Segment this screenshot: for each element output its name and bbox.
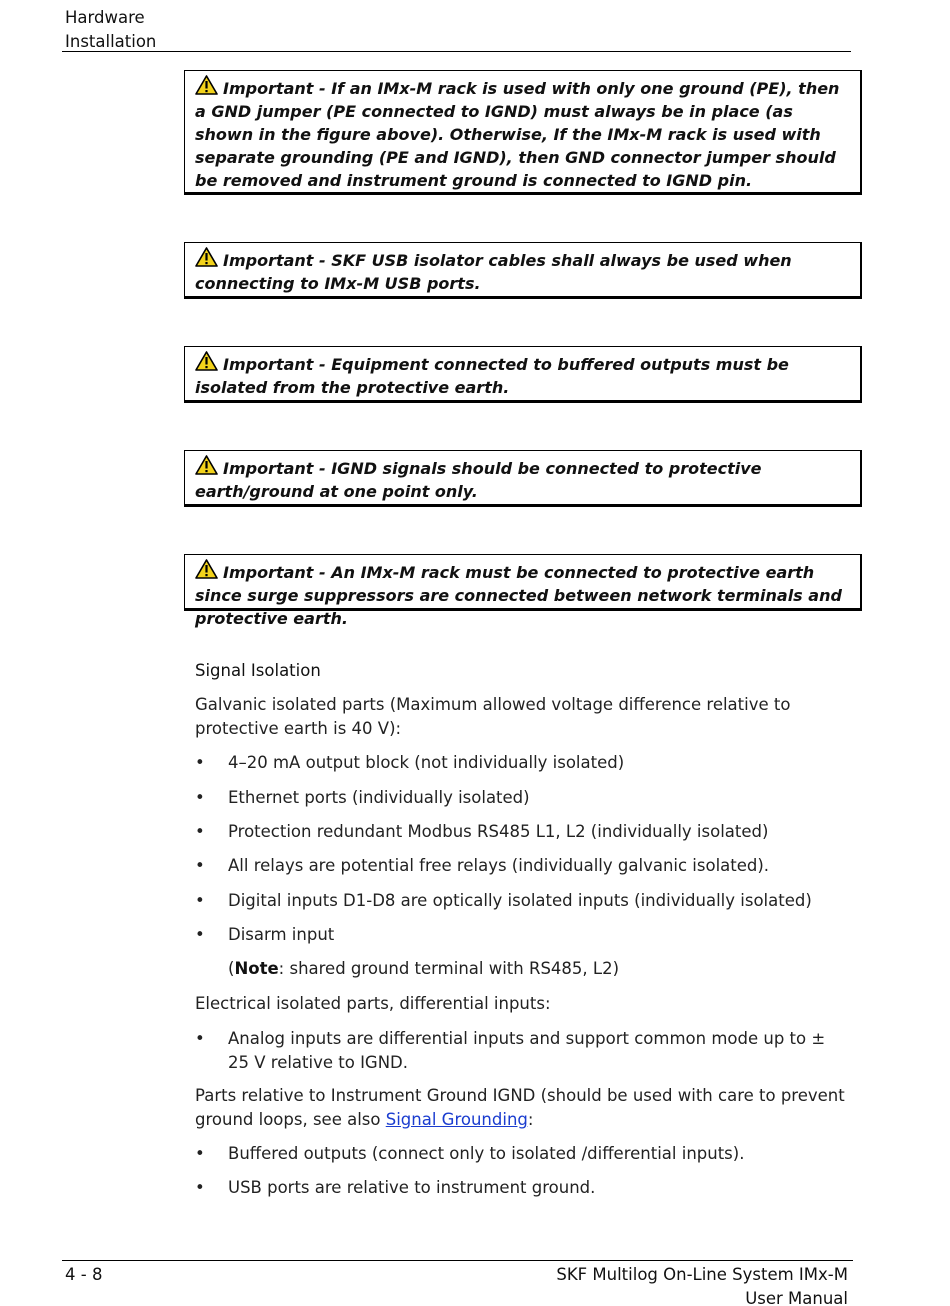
list-item-text: Disarm input — [228, 925, 335, 944]
important-callout-3 — [184, 346, 862, 403]
document-title — [556, 1263, 848, 1306]
warning-icon — [195, 75, 218, 95]
note-line — [228, 957, 619, 981]
bullet-symbol: • — [195, 753, 205, 772]
signal-grounding-link[interactable]: Signal Grounding — [385, 1110, 528, 1129]
list-item-text: Buffered outputs (connect only to isolated /differential inputs). — [228, 1144, 745, 1163]
bullet-symbol: • — [195, 788, 205, 807]
bullet-symbol: • — [195, 925, 205, 944]
list-item-text: All relays are potential free relays (individually galvanic isolated). — [228, 856, 770, 875]
bullet-symbol: • — [195, 891, 205, 910]
warning-icon — [195, 247, 218, 267]
bullet-symbol: • — [195, 822, 205, 841]
important-callout-2 — [184, 242, 862, 299]
callout-text: Important - An IMx-M rack must be connected to protective earth since surge suppressors are connected between network terminals and protective earth. — [195, 563, 842, 628]
page-number: 4 - 8 — [65, 1265, 103, 1284]
important-callout-1 — [184, 70, 862, 195]
section-title: Signal Isolation — [195, 661, 321, 680]
bullet-symbol: • — [195, 1029, 205, 1048]
warning-icon — [195, 351, 218, 371]
bullet-symbol: • — [195, 856, 205, 875]
document-title-line-1: SKF Multilog On-Line System IMx-M — [556, 1265, 848, 1284]
warning-icon — [195, 455, 218, 475]
list-item-text: Analog inputs are differential inputs and support common mode up to ± 25 V relative to IGND. — [228, 1029, 826, 1072]
important-callout-4 — [184, 450, 862, 507]
list-item — [195, 1027, 855, 1075]
callout-text: Important - If an IMx-M rack is used with only one ground (PE), then a GND jumper (PE connected to IGND) must always be in place (as shown in the figure above). Otherwise, If the IMx-M rack is used with separate grounding (PE and IGND), then GND connector jumper should be removed and instrument ground is connected to IGND pin. — [195, 79, 840, 190]
note-text: : shared ground terminal with RS485, L2) — [278, 959, 620, 978]
bullet-symbol: • — [195, 1178, 205, 1197]
header-divider — [62, 51, 851, 52]
warning-icon — [195, 559, 218, 579]
list-item-text: Digital inputs D1-D8 are optically isolated inputs (individually isolated) — [228, 891, 812, 910]
document-title-line-2: User Manual — [745, 1289, 848, 1306]
list-item-text: USB ports are relative to instrument ground. — [228, 1178, 596, 1197]
list-item-text: Ethernet ports (individually isolated) — [228, 788, 530, 807]
header-line-2: Installation — [65, 32, 157, 51]
list-item-text: Protection redundant Modbus RS485 L1, L2 (individually isolated) — [228, 822, 769, 841]
note-label: Note — [234, 959, 279, 978]
relative-intro-end: : — [527, 1110, 534, 1129]
electrical-intro: Electrical isolated parts, differential inputs: — [195, 994, 551, 1013]
list-item-text: 4–20 mA output block (not individually isolated) — [228, 753, 625, 772]
bullet-symbol: • — [195, 1144, 205, 1163]
relative-intro-text: Parts relative to Instrument Ground IGND (should be used with care to prevent ground loops, see also — [195, 1086, 845, 1129]
relative-intro — [195, 1084, 855, 1132]
footer-divider — [62, 1260, 853, 1261]
header-line-1: Hardware — [65, 8, 145, 27]
callout-text: Important - IGND signals should be connected to protective earth/ground at one point only. — [195, 459, 762, 501]
callout-text: Important - Equipment connected to buffered outputs must be isolated from the protective earth. — [195, 355, 789, 397]
note-open-paren: ( — [228, 959, 235, 978]
galvanic-intro: Galvanic isolated parts (Maximum allowed voltage difference relative to protective earth is 40 V): — [195, 695, 791, 738]
page-header — [65, 6, 156, 54]
important-callout-5 — [184, 554, 862, 628]
callout-text: Important - SKF USB isolator cables shall always be used when connecting to IMx-M USB ports. — [195, 251, 792, 293]
